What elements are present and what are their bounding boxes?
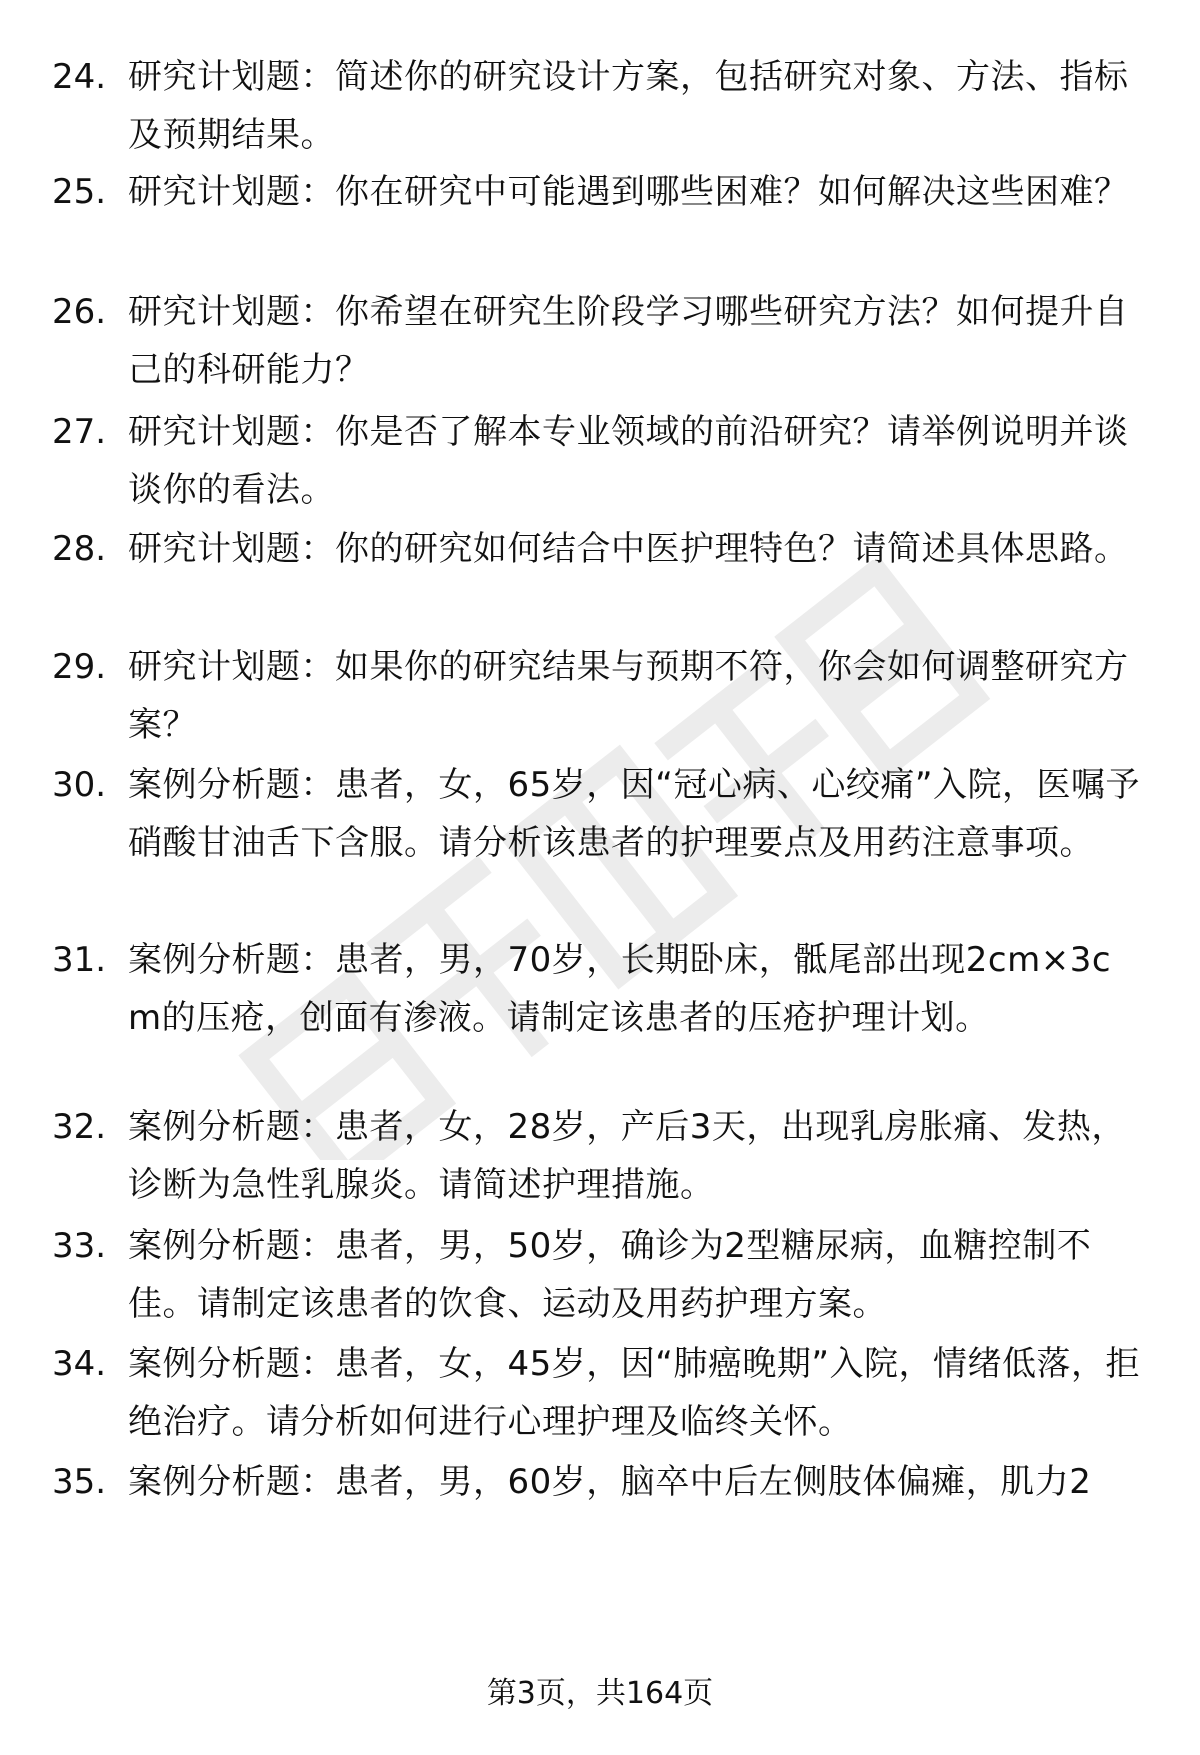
page-footer bbox=[0, 1672, 1200, 1716]
question-number: 24. bbox=[52, 57, 107, 97]
question-text: 研究计划题：你的研究如何结合中医护理特色？请简述具体思路。 bbox=[128, 529, 1129, 569]
question-number: 28. bbox=[52, 529, 107, 569]
question-number: 33. bbox=[52, 1226, 107, 1266]
question-text: 案例分析题：患者，男，50岁，确诊为2型糖尿病，血糖控制不佳。请制定该患者的饮食、运动及用药护理方案。 bbox=[128, 1226, 1092, 1324]
question-text: 研究计划题：你在研究中可能遇到哪些困难？如何解决这些困难？ bbox=[128, 172, 1129, 212]
question-number: 32. bbox=[52, 1107, 107, 1147]
question-number: 30. bbox=[52, 765, 107, 805]
question-number: 26. bbox=[52, 292, 107, 332]
question-text: 案例分析题：患者，女，65岁，因“冠心病、心绞痛”入院，医嘱予硝酸甘油舌下含服。请分析该患者的护理要点及用药注意事项。 bbox=[128, 765, 1140, 863]
question-text: 研究计划题：如果你的研究结果与预期不符，你会如何调整研究方案？ bbox=[128, 647, 1129, 745]
question-number: 29. bbox=[52, 647, 107, 687]
question-text: 研究计划题：你是否了解本专业领域的前沿研究？请举例说明并谈谈你的看法。 bbox=[128, 412, 1129, 510]
question-text: 案例分析题：患者，男，60岁，脑卒中后左侧肢体偏瘫，肌力2 bbox=[128, 1462, 1092, 1502]
question-number: 31. bbox=[52, 940, 107, 980]
question-number: 35. bbox=[52, 1462, 107, 1502]
question-text: 研究计划题：你希望在研究生阶段学习哪些研究方法？如何提升自己的科研能力？ bbox=[128, 292, 1129, 390]
page-number: 第3页，共164页 bbox=[486, 1676, 714, 1711]
question-text: 研究计划题：简述你的研究设计方案，包括研究对象、方法、指标及预期结果。 bbox=[128, 57, 1129, 155]
question-number: 34. bbox=[52, 1344, 107, 1384]
question-text: 案例分析题：患者，女，28岁，产后3天，出现乳房胀痛、发热，诊断为急性乳腺炎。请简述护理措施。 bbox=[128, 1107, 1126, 1205]
question-number: 25. bbox=[52, 172, 107, 212]
question-text: 案例分析题：患者，女，45岁，因“肺癌晚期”入院，情绪低落，拒绝治疗。请分析如何进行心理护理及临终关怀。 bbox=[128, 1344, 1140, 1442]
question-text: 案例分析题：患者，男，70岁，长期卧床，骶尾部出现2cm×3cm的压疮，创面有渗液。请制定该患者的压疮护理计划。 bbox=[128, 940, 1112, 1038]
question-number: 27. bbox=[52, 412, 107, 452]
